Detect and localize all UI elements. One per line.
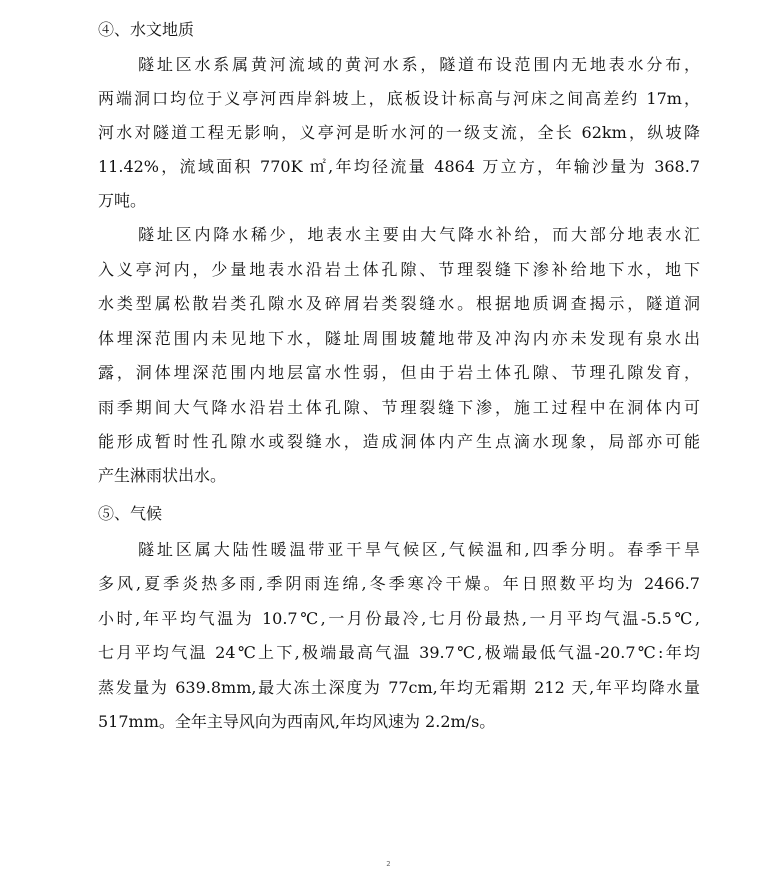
section-heading-hydrogeology: ④、水文地质 xyxy=(98,20,195,39)
paragraph-line: 万吨。 xyxy=(98,191,147,210)
paragraph-line: 隧址区水系属黄河流域的黄河水系，隧道布设范围内无地表水分布， xyxy=(138,55,700,74)
paragraph-line: 雨季期间大气降水沿岩土体孔隙、节理裂缝下渗，施工过程中在洞体内可 xyxy=(98,398,700,417)
paragraph-line: 入义亭河内，少量地表水沿岩土体孔隙、节理裂缝下渗补给地下水，地下 xyxy=(98,260,700,279)
paragraph-line: 七月平均气温 24℃上下,极端最高气温 39.7℃,极端最低气温-20.7℃:年均 xyxy=(98,643,700,662)
paragraph-line: 蒸发量为 639.8mm,最大冻土深度为 77cm,年均无霜期 212 天,年平均降水量 xyxy=(98,678,700,697)
paragraph-line: 产生淋雨状出水。 xyxy=(98,466,227,485)
section-heading-climate: ⑤、气候 xyxy=(98,504,163,523)
paragraph-line: 隧址区属大陆性暖温带亚干旱气候区,气候温和,四季分明。春季干旱 xyxy=(138,540,700,559)
paragraph-line: 隧址区内降水稀少，地表水主要由大气降水补给，而大部分地表水汇 xyxy=(138,225,700,244)
paragraph-line: 517mm。全年主导风向为西南风,年均风速为 2.2m/s。 xyxy=(98,712,496,731)
paragraph-line: 水类型属松散岩类孔隙水及碎屑岩类裂缝水。根据地质调查揭示，隧道洞 xyxy=(98,294,700,313)
paragraph-line: 多风,夏季炎热多雨,季阴雨连绵,冬季寒冷干燥。年日照数平均为 2466.7 xyxy=(98,574,700,593)
page-number: 2 xyxy=(386,860,391,868)
paragraph-line: 小时,年平均气温为 10.7℃,一月份最冷,七月份最热,一月平均气温-5.5℃, xyxy=(98,609,700,628)
paragraph-line: 11.42%，流域面积 770K ㎡,年均径流量 4864 万立方，年输沙量为 368.7 xyxy=(98,157,700,176)
paragraph-line: 两端洞口均位于义亭河西岸斜坡上，底板设计标高与河床之间高差约 17m， xyxy=(98,89,700,108)
paragraph-line: 河水对隧道工程无影响，义亭河是昕水河的一级支流，全长 62km，纵坡降 xyxy=(98,123,700,142)
paragraph-line: 露，洞体埋深范围内地层富水性弱，但由于岩土体孔隙、节理孔隙发育， xyxy=(98,363,700,382)
paragraph-line: 体埋深范围内未见地下水，隧址周围坡麓地带及冲沟内亦未发现有泉水出 xyxy=(98,329,700,348)
paragraph-line: 能形成暂时性孔隙水或裂缝水，造成洞体内产生点滴水现象，局部亦可能 xyxy=(98,432,700,451)
